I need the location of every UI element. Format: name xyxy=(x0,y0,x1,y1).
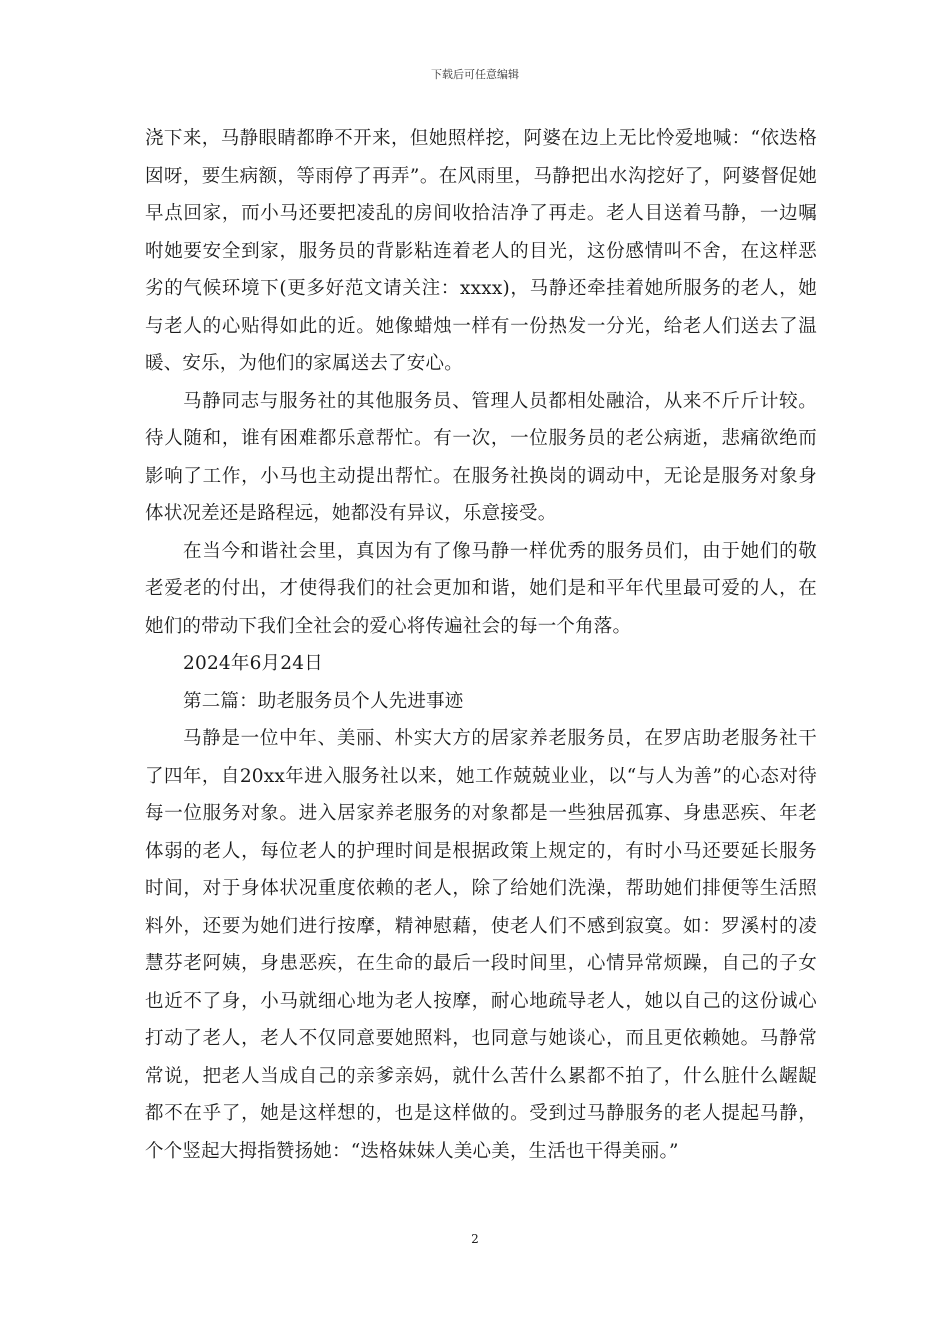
paragraph: 马静是一位中年、美丽、朴实大方的居家养老服务员，在罗店助老服务社干了四年，自20xx年进入服务社以来，她工作兢兢业业，以“与人为善”的心态对待每一位服务对象。进入居家养老服务的对象都是一些独居孤寡、身患恶疾、年老体弱的老人，每位老人的护理时间是根据政策上规定的，有时小马还要延长服务时间，对于身体状况重度依赖的老人，除了给她们洗澡，帮助她们排便等生活照料外，还要为她们进行按摩，精神慰藉，使老人们不感到寂寞。如：罗溪村的凌慧芬老阿姨，身患恶疾，在生命的最后一段时间里，心情异常烦躁，自己的子女也近不了身，小马就细心地为老人按摩，耐心地疏导老人，她以自己的这份诚心打动了老人，老人不仅同意要她照料，也同意与她谈心，而且更依赖她。马静常常说，把老人当成自己的亲爹亲妈，就什么苦什么累都不拍了，什么脏什么龌龊都不在乎了，她是这样想的，也是这样做的。受到过马静服务的老人提起马静，个个竖起大拇指赞扬她：“迭格妹妹人美心美，生活也干得美丽。” xyxy=(145,728,817,1162)
page-number: 2 xyxy=(471,1232,479,1246)
document-body xyxy=(145,120,817,1170)
page-header: 下载后可任意编辑 xyxy=(431,68,519,81)
date-line: 2024年6月24日 xyxy=(183,653,323,674)
paragraph: 在当今和谐社会里，真因为有了像马静一样优秀的服务员们，由于她们的敬老爱老的付出，才使得我们的社会更加和谐，她们是和平年代里最可爱的人，在她们的带动下我们全社会的爱心将传遍社会的每一个角落。 xyxy=(145,540,817,637)
paragraph: 马静同志与服务社的其他服务员、管理人员都相处融洽，从来不斤斤计较。待人随和，谁有困难都乐意帮忙。有一次，一位服务员的老公病逝，悲痛欲绝而影响了工作，小马也主动提出帮忙。在服务社换岗的调动中，无论是服务对象身体状况差还是路程远，她都没有异议，乐意接受。 xyxy=(145,390,817,524)
paragraph-continued: 浇下来，马静眼睛都睁不开来，但她照样挖，阿婆在边上无比怜爱地喊：“依迭格囡呀，要生病额，等雨停了再弄”。在风雨里，马静把出水沟挖好了，阿婆督促她早点回家，而小马还要把凌乱的房间收拾洁净了再走。老人目送着马静，一边嘱咐她要安全到家，服务员的背影粘连着老人的目光，这份感情叫不舍，在这样恶劣的气候环境下(更多好范文请关注：xxxx)，马静还牵挂着她所服务的老人，她与老人的心贴得如此的近。她像蜡烛一样有一份热发一分光，给老人们送去了温暖、安乐，为他们的家属送去了安心。 xyxy=(145,128,817,374)
section-title: 第二篇：助老服务员个人先进事迹 xyxy=(183,690,464,712)
